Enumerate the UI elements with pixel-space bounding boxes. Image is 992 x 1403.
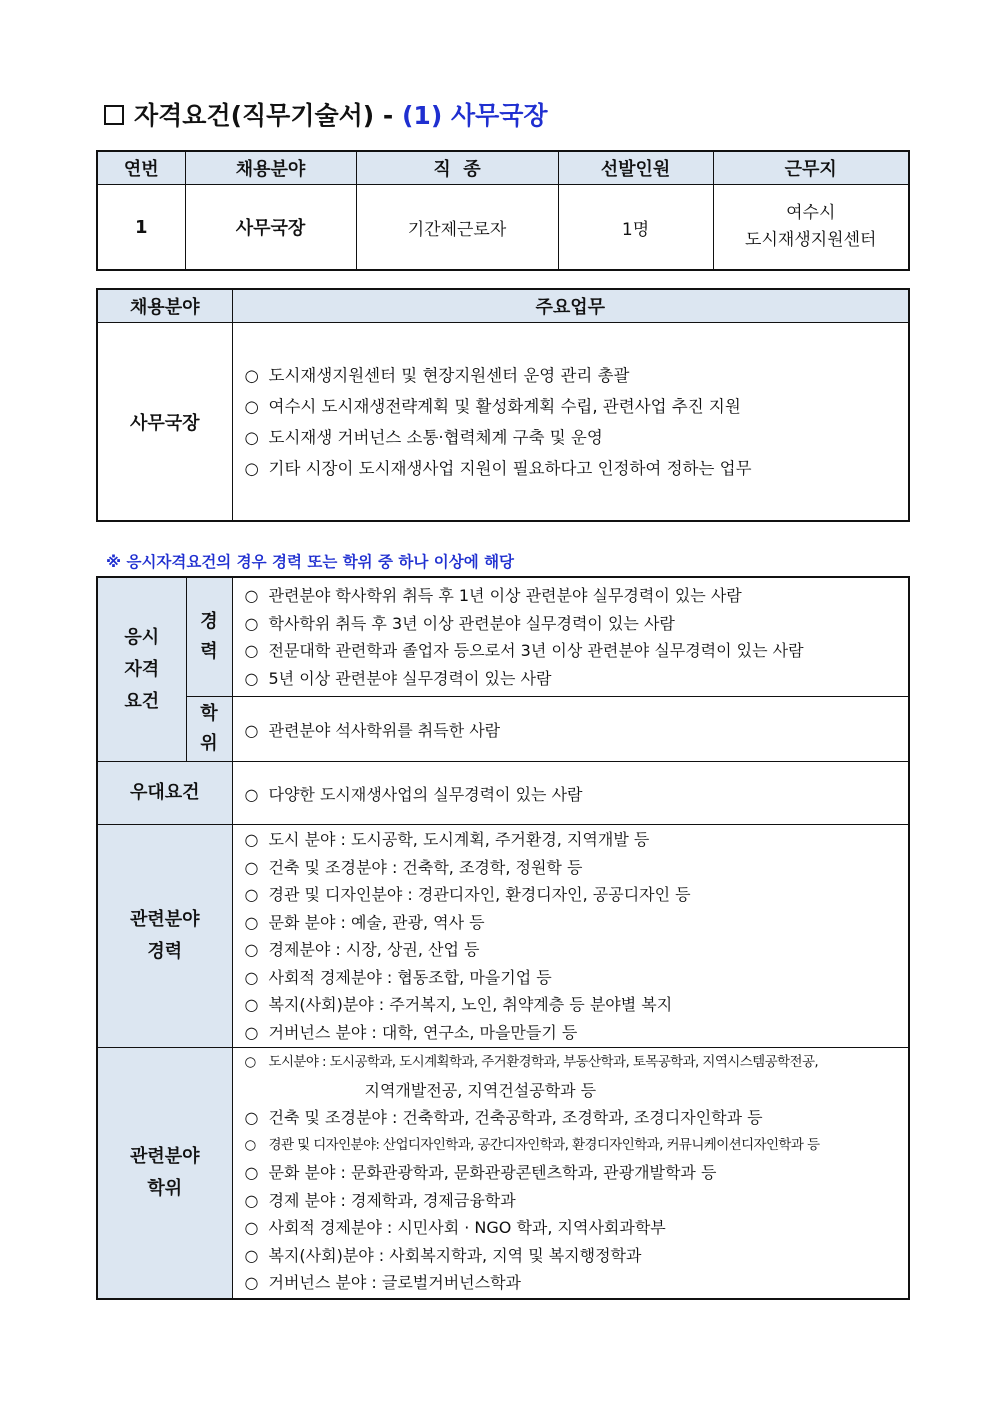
- list-item: ○ 경관 및 디자인분야: 산업디자인학과, 공간디자인학과, 환경디자인학과, 커뮤니케이션디자인학과 등: [244, 1136, 820, 1153]
- degree-text: ○ 관련분야 석사학위를 취득한 사람: [232, 697, 909, 762]
- pref-label: 우대요건: [97, 762, 232, 825]
- cell-type: 기간제근로자: [356, 185, 558, 271]
- bullet-icon: ○: [244, 396, 259, 416]
- list-item: ○ 관련분야 학사학위 취득 후 1년 이상 관련분야 실무경력이 있는 사람: [244, 586, 742, 605]
- list-item: ○ 복지(사회)분야 : 사회복지학과, 지역 및 복지행정학과: [244, 1245, 642, 1265]
- pref-text: ○ 다양한 도시재생사업의 실무경력이 있는 사람: [232, 762, 909, 825]
- place-line2: 도시재생지원센터: [745, 230, 877, 250]
- related-degree-list: [232, 1048, 909, 1300]
- list-item: ○ 거버넌스 분야 : 대학, 연구소, 마을만들기 등: [244, 1022, 578, 1042]
- list-item: ○ 도시재생지원센터 및 현장지원센터 운영 관리 총괄: [245, 360, 909, 391]
- list-item: ○ 도시분야 : 도시공학과, 도시계획학과, 주거환경학과, 부동산학과, 토목공학과, 지역시스템공학전공,: [244, 1054, 819, 1071]
- list-item: ○ 건축 및 조경분야 : 건축학, 조경학, 정원학 등: [244, 857, 583, 877]
- header-no: 연번: [97, 151, 185, 185]
- list-item: ○ 거버넌스 분야 : 글로벌거버넌스학과: [244, 1273, 521, 1293]
- cell-field: 사무국장: [185, 185, 356, 271]
- duties-table: [96, 288, 910, 522]
- cell-no: 1: [97, 185, 185, 271]
- checkbox-icon: [104, 105, 124, 125]
- list-item: ○ 문화 분야 : 문화관광학과, 문화관광콘텐츠학과, 관광개발학과 등: [244, 1163, 717, 1183]
- page-title: [104, 96, 548, 132]
- list-item: ○ 경제 분야 : 경제학과, 경제금융학과: [244, 1190, 516, 1210]
- bullet-icon: ○: [244, 427, 259, 447]
- list-item: ○ 여수시 도시재생전략계획 및 활성화계획 수립, 관련사업 추진 지원: [245, 391, 909, 422]
- related-career-label: 관련분야 경력: [97, 825, 232, 1048]
- list-item: ○ 도시재생 거버넌스 소통·협력체계 구축 및 운영: [245, 422, 909, 453]
- cell-place: [713, 185, 909, 271]
- list-item: ○ 건축 및 조경분야 : 건축학과, 건축공학과, 조경학과, 조경디자인학과 등: [244, 1108, 763, 1128]
- header-duties: 주요업무: [232, 289, 909, 323]
- title-accent: (1) 사무국장: [402, 101, 548, 130]
- list-item-continued: 지역개발전공, 지역건설공학과 등: [364, 1080, 597, 1100]
- qualification-label: 응시 자격 요건: [97, 577, 186, 762]
- career-label: 경 력: [186, 577, 232, 697]
- header-field: 채용분야: [97, 289, 232, 323]
- place-line1: 여수시: [786, 203, 836, 223]
- list-item: ○ 기타 시장이 도시재생사업 지원이 필요하다고 인정하여 정하는 업무: [245, 453, 909, 484]
- degree-label: 학 위: [186, 697, 232, 762]
- bullet-icon: ○: [244, 458, 259, 478]
- list-item: ○ 5년 이상 관련분야 실무경력이 있는 사람: [244, 668, 552, 688]
- bullet-icon: ○: [244, 365, 259, 385]
- title-prefix: 자격요건(직무기술서) -: [134, 101, 402, 130]
- list-item: ○ 복지(사회)분야 : 주거복지, 노인, 취약계층 등 분야별 복지: [244, 995, 673, 1014]
- related-career-list: [232, 825, 909, 1048]
- cell-count: 1명: [558, 185, 713, 271]
- related-degree-label: 관련분야 학위: [97, 1048, 232, 1300]
- duties-list: [232, 323, 909, 522]
- list-item: ○ 학사학위 취득 후 3년 이상 관련분야 실무경력이 있는 사람: [244, 613, 675, 633]
- header-type: 직 종: [356, 151, 558, 185]
- list-item: ○ 전문대학 관련학과 졸업자 등으로서 3년 이상 관련분야 실무경력이 있는 사람: [244, 641, 804, 660]
- header-place: 근무지: [713, 151, 909, 185]
- list-item: ○ 사회적 경제분야 : 시민사회 · NGO 학과, 지역사회과학부: [244, 1218, 666, 1238]
- header-field: 채용분야: [185, 151, 356, 185]
- list-item: ○ 사회적 경제분야 : 협동조합, 마을기업 등: [244, 967, 552, 987]
- career-list: [232, 577, 909, 697]
- duties-field: 사무국장: [97, 323, 232, 522]
- list-item: ○ 경제분야 : 시장, 상권, 산업 등: [244, 940, 480, 959]
- eligibility-note: ※ 응시자격요건의 경우 경력 또는 학위 중 하나 이상에 해당: [106, 553, 515, 571]
- list-item: ○ 문화 분야 : 예술, 관광, 역사 등: [244, 912, 485, 932]
- list-item: ○ 경관 및 디자인분야 : 경관디자인, 환경디자인, 공공디자인 등: [244, 885, 691, 904]
- recruitment-table: [96, 150, 910, 271]
- header-count: 선발인원: [558, 151, 713, 185]
- list-item: ○ 도시 분야 : 도시공학, 도시계획, 주거환경, 지역개발 등: [244, 830, 650, 849]
- qualification-table: [96, 576, 910, 1300]
